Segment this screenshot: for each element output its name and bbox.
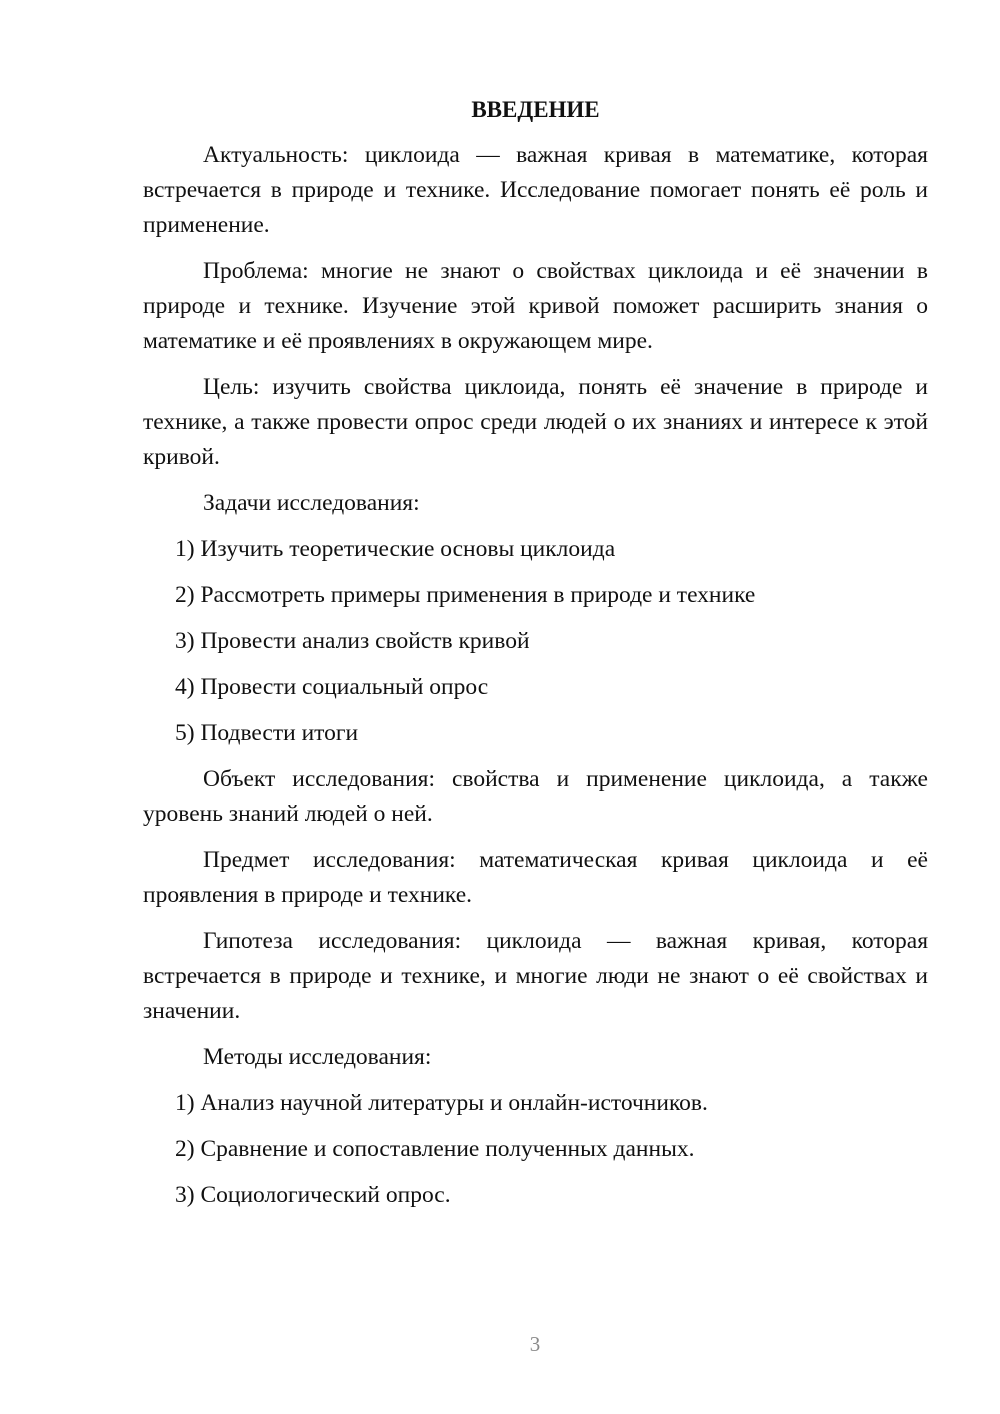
object-paragraph: Объект исследования: свойства и применение циклоида, а также уровень знаний людей о ней. [143,766,928,827]
page-number: 3 [529,1332,541,1356]
hypothesis-paragraph: Гипотеза исследования: циклоида — важная кривая, которая встречается в природе и технике, и многие люди не знают о её свойствах и значении. [143,928,928,1024]
problem-paragraph: Проблема: многие не знают о свойствах циклоида и её значении в природе и технике. Изучение этой кривой поможет расширить знания о математике и её проявлениях в окружающем мире. [143,258,928,354]
tasks-heading: Задачи исследования: [203,490,420,516]
goal-paragraph: Цель: изучить свойства циклоида, понять её значение в природе и технике, а также провести опрос среди людей о их знаниях и интересе к этой кривой. [143,374,928,470]
relevance-paragraph: Актуальность: циклоида — важная кривая в математике, которая встречается в природе и технике. Исследование помогает понять её роль и применение. [143,142,928,238]
task-item: 3) Провести анализ свойств кривой [175,628,530,654]
task-item: 5) Подвести итоги [175,720,359,746]
method-item: 1) Анализ научной литературы и онлайн-источников. [175,1090,708,1116]
task-item: 2) Рассмотреть примеры применения в природе и технике [175,582,756,608]
method-item: 3) Социологический опрос. [175,1182,451,1208]
page-title: ВВЕДЕНИЕ [471,97,600,122]
task-item: 4) Провести социальный опрос [175,674,489,700]
methods-heading: Методы исследования: [203,1044,432,1070]
document-page [143,92,928,1224]
task-item: 1) Изучить теоретические основы циклоида [175,536,616,562]
subject-paragraph: Предмет исследования: математическая кривая циклоида и её проявления в природе и технике. [143,847,928,908]
method-item: 2) Сравнение и сопоставление полученных данных. [175,1136,695,1162]
